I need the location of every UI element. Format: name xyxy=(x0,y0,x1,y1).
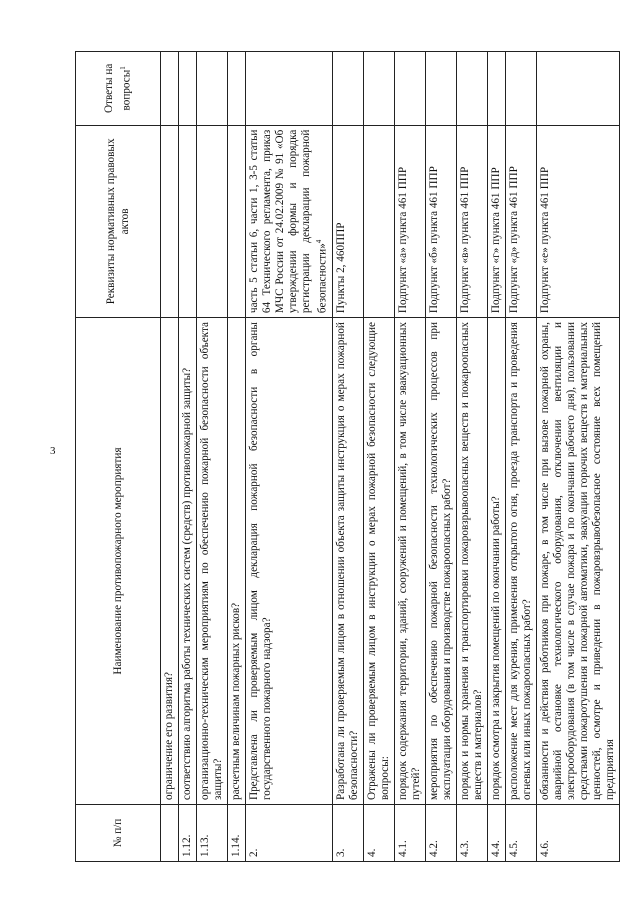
row-answer-cell[interactable] xyxy=(246,52,333,126)
row-answer-cell[interactable] xyxy=(425,52,456,126)
row-answer-cell[interactable] xyxy=(394,52,425,126)
row-requisites-footnote: 4 xyxy=(315,239,323,244)
table-row xyxy=(425,52,456,862)
row-requisites xyxy=(363,125,394,317)
table-row xyxy=(363,52,394,862)
table-row xyxy=(246,52,333,862)
row-number: 4.5. xyxy=(505,805,536,862)
row-answer-cell[interactable] xyxy=(197,52,228,126)
row-requisites-text: Подпункт «е» пункта 461 ППР xyxy=(538,166,551,314)
row-number: 4. xyxy=(363,805,394,862)
table-row xyxy=(487,52,505,862)
row-measure: Представлена ли проверяемым лицом декларация пожарной безопасности в органы государственного пожарного надзора? xyxy=(246,318,333,805)
row-measure: соответствию алгоритма работы технических систем (средств) противопожарной защиты? xyxy=(179,318,197,805)
row-measure: расчетным величинам пожарных рисков? xyxy=(228,318,246,805)
row-answer-cell[interactable] xyxy=(161,52,179,126)
row-requisites-text: Подпункт «г» пункта 461 ППР xyxy=(489,167,502,314)
row-requisites-text: часть 5 статьи 6, части 1, 3-5 статьи 64 Технического регламента, приказ МЧС России от 24.02.2009 № 91 «Об утверждении формы и порядка регистрации декларации пожарной безопасности» xyxy=(248,129,329,314)
row-answer-cell[interactable] xyxy=(456,52,487,126)
row-number xyxy=(161,805,179,862)
table-body xyxy=(161,52,620,862)
row-measure: Разработана ли проверяемым лицом в отношении объекта защиты инструкция о мерах пожарной безопасности? xyxy=(332,318,363,805)
row-requisites xyxy=(487,125,505,317)
header-num: № п/п xyxy=(76,805,161,862)
row-requisites xyxy=(456,125,487,317)
row-measure: обязанности и действия работников при пожаре, в том числе при вызове пожарной охраны, аварийной остановке технологического оборудования, отключении вентиляции и электрооборудования (в том числе в случае пожара и по окончании рабочего дня), пользовании средствами пожаротушения и пожарной автоматики, эвакуации горючих веществ и материальных ценностей, осмотре и приведении в пожаровзрывобезопасное состояние всех помещений предприятия xyxy=(536,318,619,805)
table-row xyxy=(161,52,179,862)
row-answer-cell[interactable] xyxy=(363,52,394,126)
row-requisites xyxy=(332,125,363,317)
row-measure: организационно-техническим мероприятиям по обеспечению пожарной безопасности объекта защиты? xyxy=(197,318,228,805)
fire-safety-checklist-table xyxy=(75,51,620,862)
row-requisites xyxy=(197,125,228,317)
table-row xyxy=(197,52,228,862)
table-row xyxy=(332,52,363,862)
row-requisites xyxy=(394,125,425,317)
row-measure: порядок осмотра и закрытия помещений по окончании работы? xyxy=(487,318,505,805)
table-row xyxy=(228,52,246,862)
row-requisites xyxy=(246,125,333,317)
row-requisites xyxy=(505,125,536,317)
row-measure: Отражены ли проверяемым лицом в инструкции о мерах пожарной безопасности следующие вопросы: xyxy=(363,318,394,805)
row-measure: порядок содержания территории, зданий, сооружений и помещений, в том числе эвакуационных путей? xyxy=(394,318,425,805)
row-requisites xyxy=(425,125,456,317)
row-number: 1.13. xyxy=(197,805,228,862)
row-number: 4.2. xyxy=(425,805,456,862)
row-requisites xyxy=(179,125,197,317)
table-row xyxy=(536,52,619,862)
rotated-table-sheet xyxy=(75,51,616,862)
header-requisites: Реквизиты нормативных правовых актов xyxy=(76,125,161,317)
row-answer-cell[interactable] xyxy=(179,52,197,126)
row-measure: порядок и нормы хранения и транспортировки пожаровзрывоопасных веществ и пожароопасных веществ и материалов? xyxy=(456,318,487,805)
row-number: 1.12. xyxy=(179,805,197,862)
row-requisites-text: Подпункт «в» пункта 461 ППР xyxy=(458,166,471,314)
row-requisites xyxy=(228,125,246,317)
row-requisites-text: Подпункт «д» пункта 461 ППР xyxy=(507,166,520,314)
row-number: 1.14. xyxy=(228,805,246,862)
table-row xyxy=(394,52,425,862)
row-requisites xyxy=(161,125,179,317)
row-requisites-text: Подпункт «а» пункта 461 ППР xyxy=(396,166,409,314)
header-answer xyxy=(76,52,161,126)
table-row xyxy=(179,52,197,862)
header-answer-sup: 1 xyxy=(119,66,128,70)
row-answer-cell[interactable] xyxy=(487,52,505,126)
row-requisites-text: Подпункт «б» пункта 461 ППР xyxy=(427,166,440,314)
row-answer-cell[interactable] xyxy=(536,52,619,126)
header-answer-text: Ответы на вопросы xyxy=(103,63,133,113)
table-header-row xyxy=(76,52,161,862)
row-answer-cell[interactable] xyxy=(228,52,246,126)
row-number: 2. xyxy=(246,805,333,862)
row-answer-cell[interactable] xyxy=(332,52,363,126)
row-number: 4.6. xyxy=(536,805,619,862)
table-row xyxy=(505,52,536,862)
row-requisites-text: Пункты 2, 460ППР xyxy=(334,222,347,314)
row-measure: ограничение его развития? xyxy=(161,318,179,805)
table-row xyxy=(456,52,487,862)
header-name: Наименование противопожарного мероприятия xyxy=(76,318,161,805)
row-requisites xyxy=(536,125,619,317)
page-number: 3 xyxy=(50,445,56,457)
row-number: 4.1. xyxy=(394,805,425,862)
row-number: 3. xyxy=(332,805,363,862)
row-number: 4.4. xyxy=(487,805,505,862)
row-number: 4.3. xyxy=(456,805,487,862)
row-answer-cell[interactable] xyxy=(505,52,536,126)
row-measure: мероприятия по обеспечению пожарной безопасности технологических процессов при эксплуатации оборудования и производстве пожароопасных работ? xyxy=(425,318,456,805)
row-measure: расположение мест для курения, применения открытого огня, проезда транспорта и проведения огневых или иных пожароопасных работ? xyxy=(505,318,536,805)
